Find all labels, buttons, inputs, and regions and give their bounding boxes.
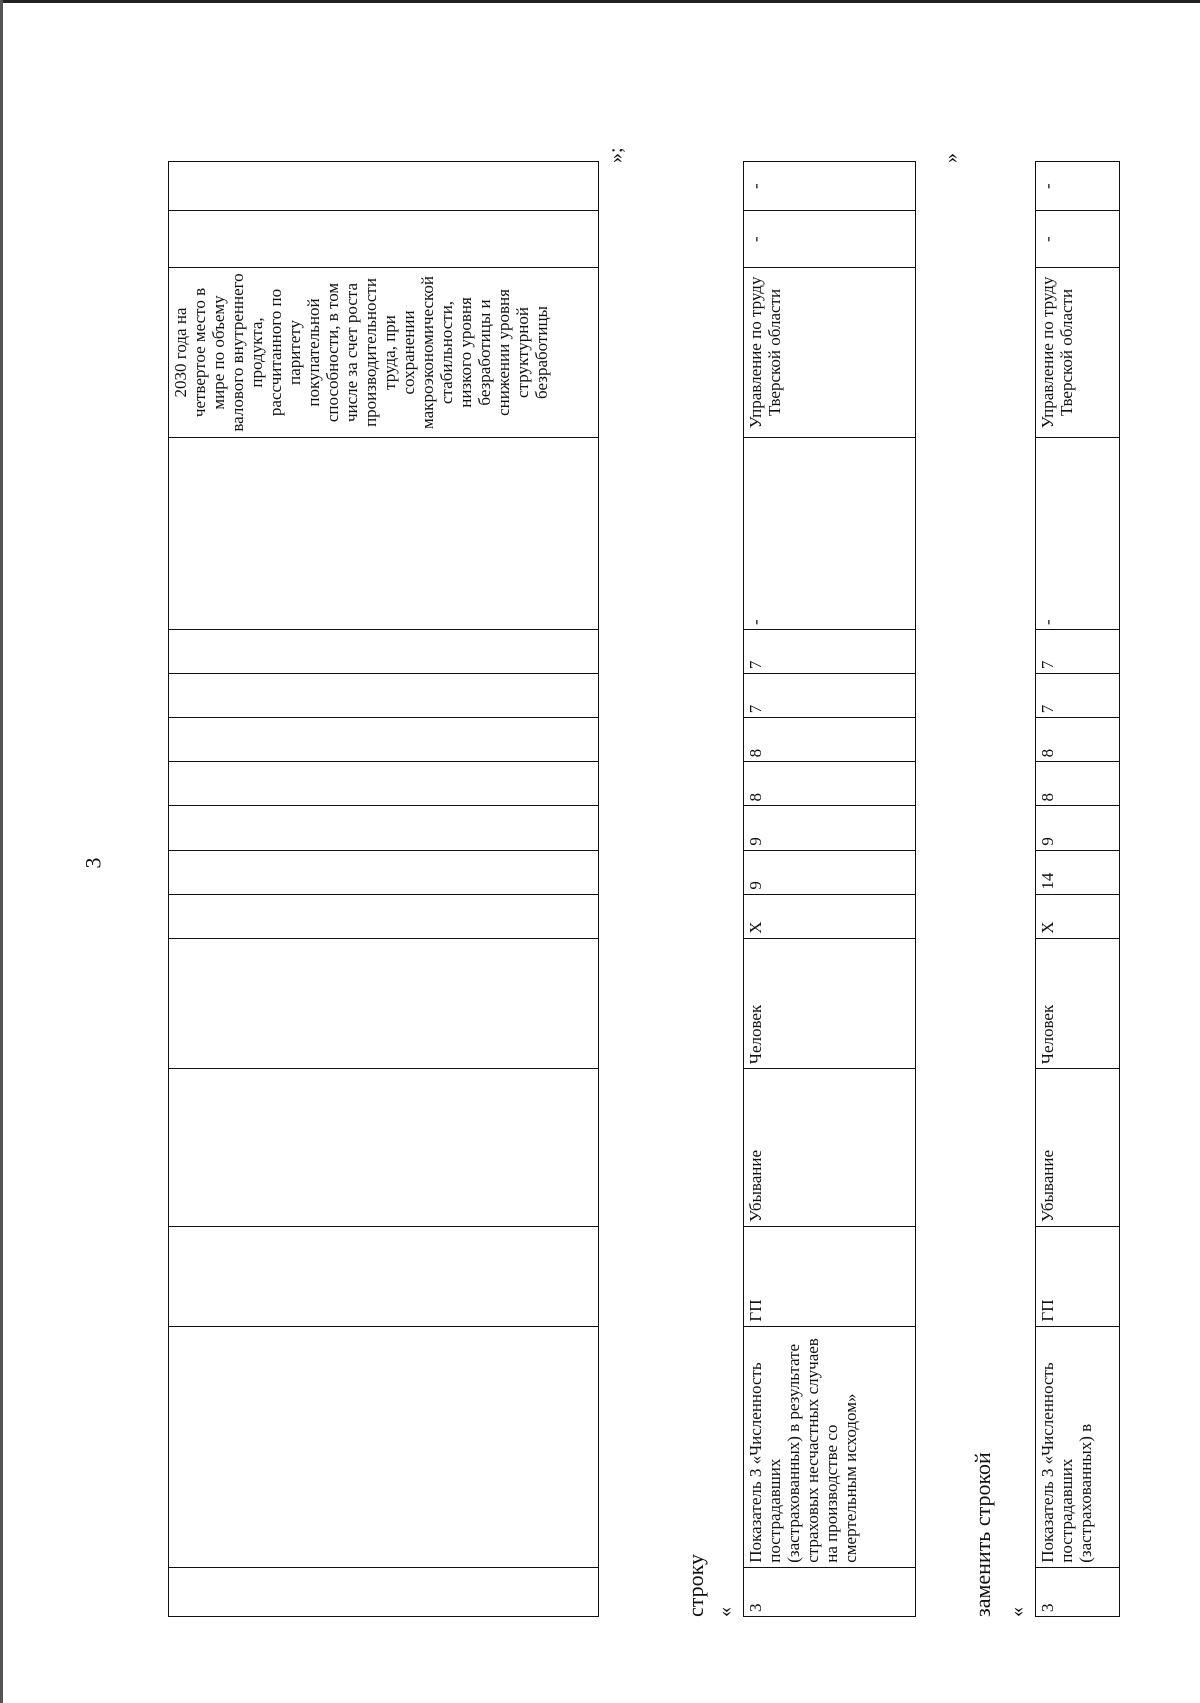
cell-num: 3 xyxy=(744,1567,916,1616)
cell-v5 xyxy=(169,674,599,718)
cell-v1: 9 xyxy=(744,850,916,894)
cell-level: ГП xyxy=(1036,1227,1120,1327)
cell-v3 xyxy=(169,762,599,806)
cell-v5: 7 xyxy=(744,674,916,718)
cell-v2 xyxy=(169,806,599,850)
cell-level: ГП xyxy=(744,1227,916,1327)
cell-v4: 8 xyxy=(1036,718,1120,762)
closing-quote-1: »; xyxy=(605,147,627,163)
cell-unit: Человек xyxy=(1036,938,1120,1068)
cell-v6: 7 xyxy=(1036,630,1120,674)
cell-responsible xyxy=(169,438,599,630)
cell-direction: Убывание xyxy=(744,1069,916,1227)
cell-v2: 9 xyxy=(744,806,916,850)
phrase-zamenit: заменить строкой xyxy=(970,1452,995,1617)
cell-name: Показатель 3 «Численность пострадавших (застрахованных) в результате страховых несчастных случаев на производстве со смертельным исходом» xyxy=(744,1326,916,1567)
cell-base: Х xyxy=(1036,894,1120,938)
cell-v3: 8 xyxy=(1036,762,1120,806)
cell-v1: 14 xyxy=(1036,850,1120,894)
cell-v5: 7 xyxy=(1036,674,1120,718)
page-number: 3 xyxy=(80,857,106,869)
cell-v7: - xyxy=(744,438,916,630)
old-row-table xyxy=(743,161,916,1617)
cell-responsible: Управление по труду Тверской области xyxy=(1036,267,1120,437)
cell-v6: 7 xyxy=(744,630,916,674)
cell-link: - xyxy=(744,211,916,267)
cell-name: Показатель 3 «Численность пострадавших (застрахованных) в xyxy=(1036,1326,1120,1567)
cell-v6 xyxy=(169,630,599,674)
cell-v7: - xyxy=(1036,438,1120,630)
cell-unit: Человек xyxy=(744,938,916,1068)
opening-quote-1: « xyxy=(714,1607,736,1617)
closing-quote-2: » xyxy=(940,153,962,163)
cell-direction: Убывание xyxy=(1036,1069,1120,1227)
cell-v2: 9 xyxy=(1036,806,1120,850)
opening-quote-2: « xyxy=(1006,1607,1028,1617)
cell-base xyxy=(169,894,599,938)
cell-v3: 8 xyxy=(744,762,916,806)
cell-level xyxy=(169,1227,599,1327)
cell-num: 3 xyxy=(1036,1567,1120,1616)
table-row xyxy=(1036,162,1120,1617)
cell-name xyxy=(169,1326,599,1567)
table-row xyxy=(744,162,916,1617)
cell-c1: - xyxy=(1036,162,1120,211)
phrase-stroku: строку xyxy=(683,1553,708,1617)
cell-base: Х xyxy=(744,894,916,938)
continuation-table xyxy=(168,161,599,1617)
cell-v4: 8 xyxy=(744,718,916,762)
cell-v1 xyxy=(169,850,599,894)
cell-direction xyxy=(169,1069,599,1227)
cell-c1: - xyxy=(744,162,916,211)
cell-num xyxy=(169,1567,599,1616)
cell-unit xyxy=(169,938,599,1068)
goal-text: 2030 года на четвертое место в мире по объему валового внутреннего продукта, рассчитанного по паритету покупательной способности, в том числе за счет роста производительности труда, при сохранении макроэкономической стабильности, низкого уровня безработицы и снижении уровня структурной безработицы xyxy=(169,267,599,437)
cell-c2 xyxy=(169,162,599,211)
cell-responsible: Управление по труду Тверской области xyxy=(744,267,916,437)
cell-v4 xyxy=(169,718,599,762)
cell-link: - xyxy=(1036,211,1120,267)
new-row-table xyxy=(1035,161,1120,1617)
cell-c1 xyxy=(169,211,599,267)
